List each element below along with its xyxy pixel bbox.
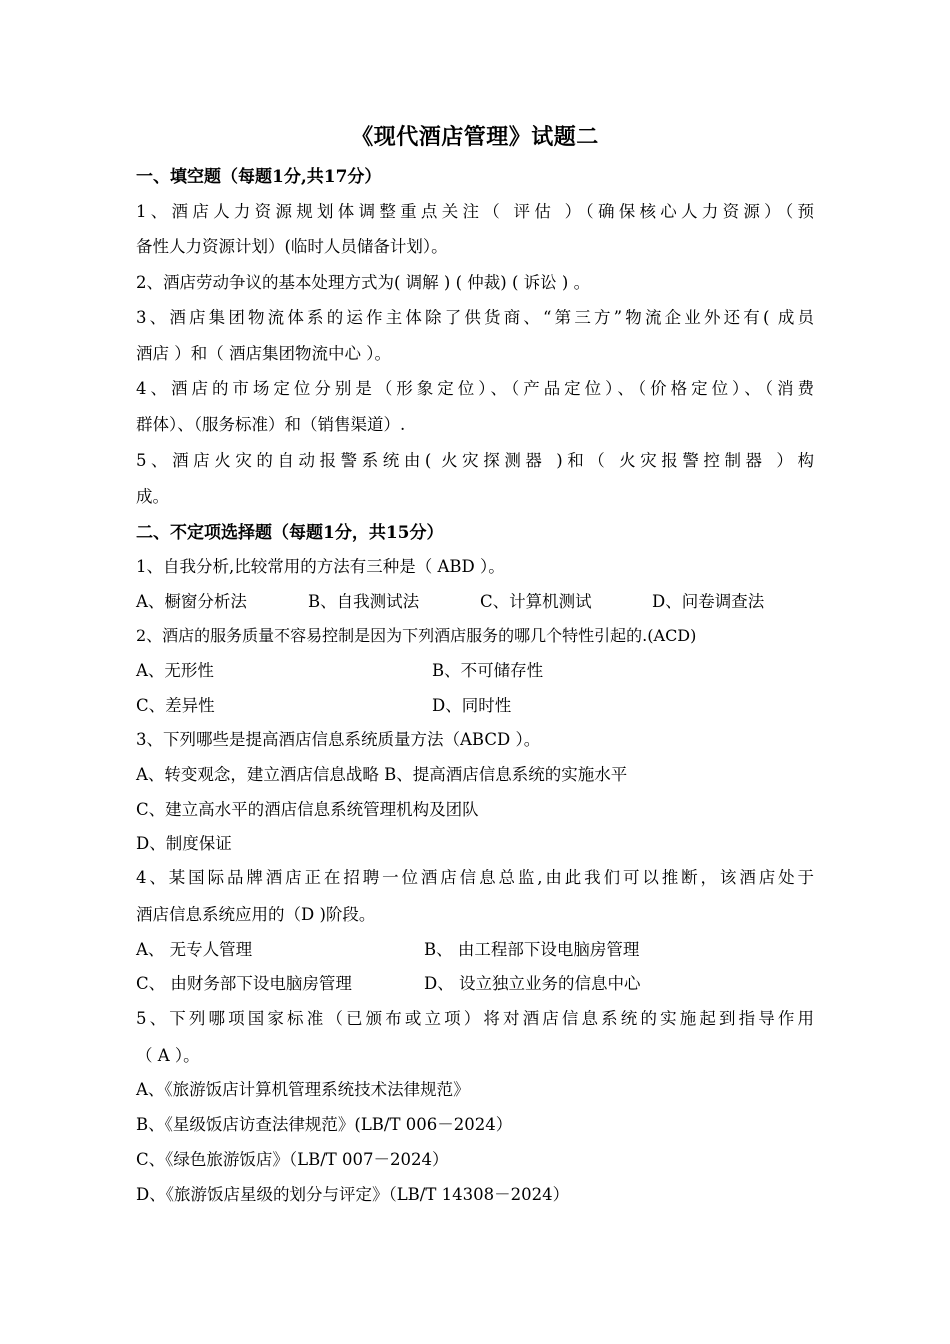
s2-q2-option-b: B、不可储存性 — [432, 661, 544, 680]
s2-q1-stem: 1、自我分析,比较常用的方法有三种是（ ABD ）。 — [136, 557, 505, 576]
s1-q3-line2: 酒店 ）和（ 酒店集团物流中心 ）。 — [136, 344, 391, 363]
s1-q4-line2: 群体）、（服务标准）和（销售渠道）. — [136, 415, 406, 434]
s1-q5-line1: 5、酒店火灾的自动报警系统由( 火灾探测器 )和（ 火灾报警控制器 ）构 — [136, 451, 814, 470]
s2-q4-option-c: C、 由财务部下设电脑房管理 — [136, 974, 352, 993]
s2-q1-option-b: B、自我测试法 — [308, 592, 420, 611]
page-title: 《现代酒店管理》试题二 — [351, 124, 599, 150]
s1-q1-line2: 备性人力资源计划）(临时人员储备计划）。 — [136, 237, 448, 256]
s2-q3-options-ab: A、转变观念，建立酒店信息战略 B、提高酒店信息系统的实施水平 — [136, 765, 628, 784]
s2-q1-option-a: A、橱窗分析法 — [136, 592, 247, 611]
s2-q2-option-a: A、无形性 — [136, 661, 214, 680]
s2-q2-stem: 2、酒店的服务质量不容易控制是因为下列酒店服务的哪几个特性引起的.(ACD) — [136, 626, 697, 645]
s2-q4-line2: 酒店信息系统应用的（D )阶段。 — [136, 905, 376, 924]
s2-q5-option-d: D、《旅游饭店星级的划分与评定》（LB/T 14308－2024） — [136, 1185, 570, 1204]
s1-q4-line1: 4、酒店的市场定位分别是（形象定位）、（产品定位）、（价格定位）、（消费 — [136, 379, 814, 398]
s2-q4-option-b: B、 由工程部下设电脑房管理 — [424, 940, 640, 959]
s2-q1-option-d: D、问卷调查法 — [652, 592, 765, 611]
s1-q5-line2: 成。 — [136, 487, 169, 506]
s2-q4-option-a: A、 无专人管理 — [136, 940, 253, 959]
s2-q4-line1: 4、某国际品牌酒店正在招聘一位酒店信息总监,由此我们可以推断，该酒店处于 — [136, 868, 814, 887]
s1-q1-line1: 1、酒店人力资源规划体调整重点关注（ 评估 ）（确保核心人力资源）（预 — [136, 202, 814, 221]
s2-q5-line1: 5、下列哪项国家标准（已颁布或立项）将对酒店信息系统的实施起到指导作用 — [136, 1009, 814, 1028]
s2-q4-option-d: D、 设立独立业务的信息中心 — [424, 974, 641, 993]
s2-q3-stem: 3、下列哪些是提高酒店信息系统质量方法（ABCD ）。 — [136, 730, 541, 749]
s2-q5-option-c: C、《绿色旅游饭店》（LB/T 007－2024） — [136, 1150, 449, 1169]
s2-q3-option-c: C、建立高水平的酒店信息系统管理机构及团队 — [136, 800, 479, 819]
s2-q2-option-c: C、差异性 — [136, 696, 215, 715]
s2-q1-option-c: C、计算机测试 — [480, 592, 592, 611]
s2-q2-option-d: D、同时性 — [432, 696, 512, 715]
s2-q3-option-d: D、制度保证 — [136, 834, 232, 853]
s1-q3-line1: 3、酒店集团物流体系的运作主体除了供货商、“第三方”物流企业外还有( 成员 — [136, 308, 814, 327]
section-heading-multiple-choice: 二、不定项选择题（每题1分，共15分） — [136, 523, 444, 543]
s2-q5-line2: （ A ）。 — [136, 1046, 200, 1065]
s1-q2-line1: 2、酒店劳动争议的基本处理方式为( 调解 ) ( 仲裁) ( 诉讼 ) 。 — [136, 273, 591, 292]
section-heading-fill-in: 一、填空题（每题1分,共17分） — [136, 167, 382, 187]
s2-q5-option-b: B、《星级饭店访查法律规范》(LB/T 006－2024） — [136, 1115, 513, 1134]
s2-q5-option-a: A、《旅游饭店计算机管理系统技术法律规范》 — [136, 1080, 470, 1099]
